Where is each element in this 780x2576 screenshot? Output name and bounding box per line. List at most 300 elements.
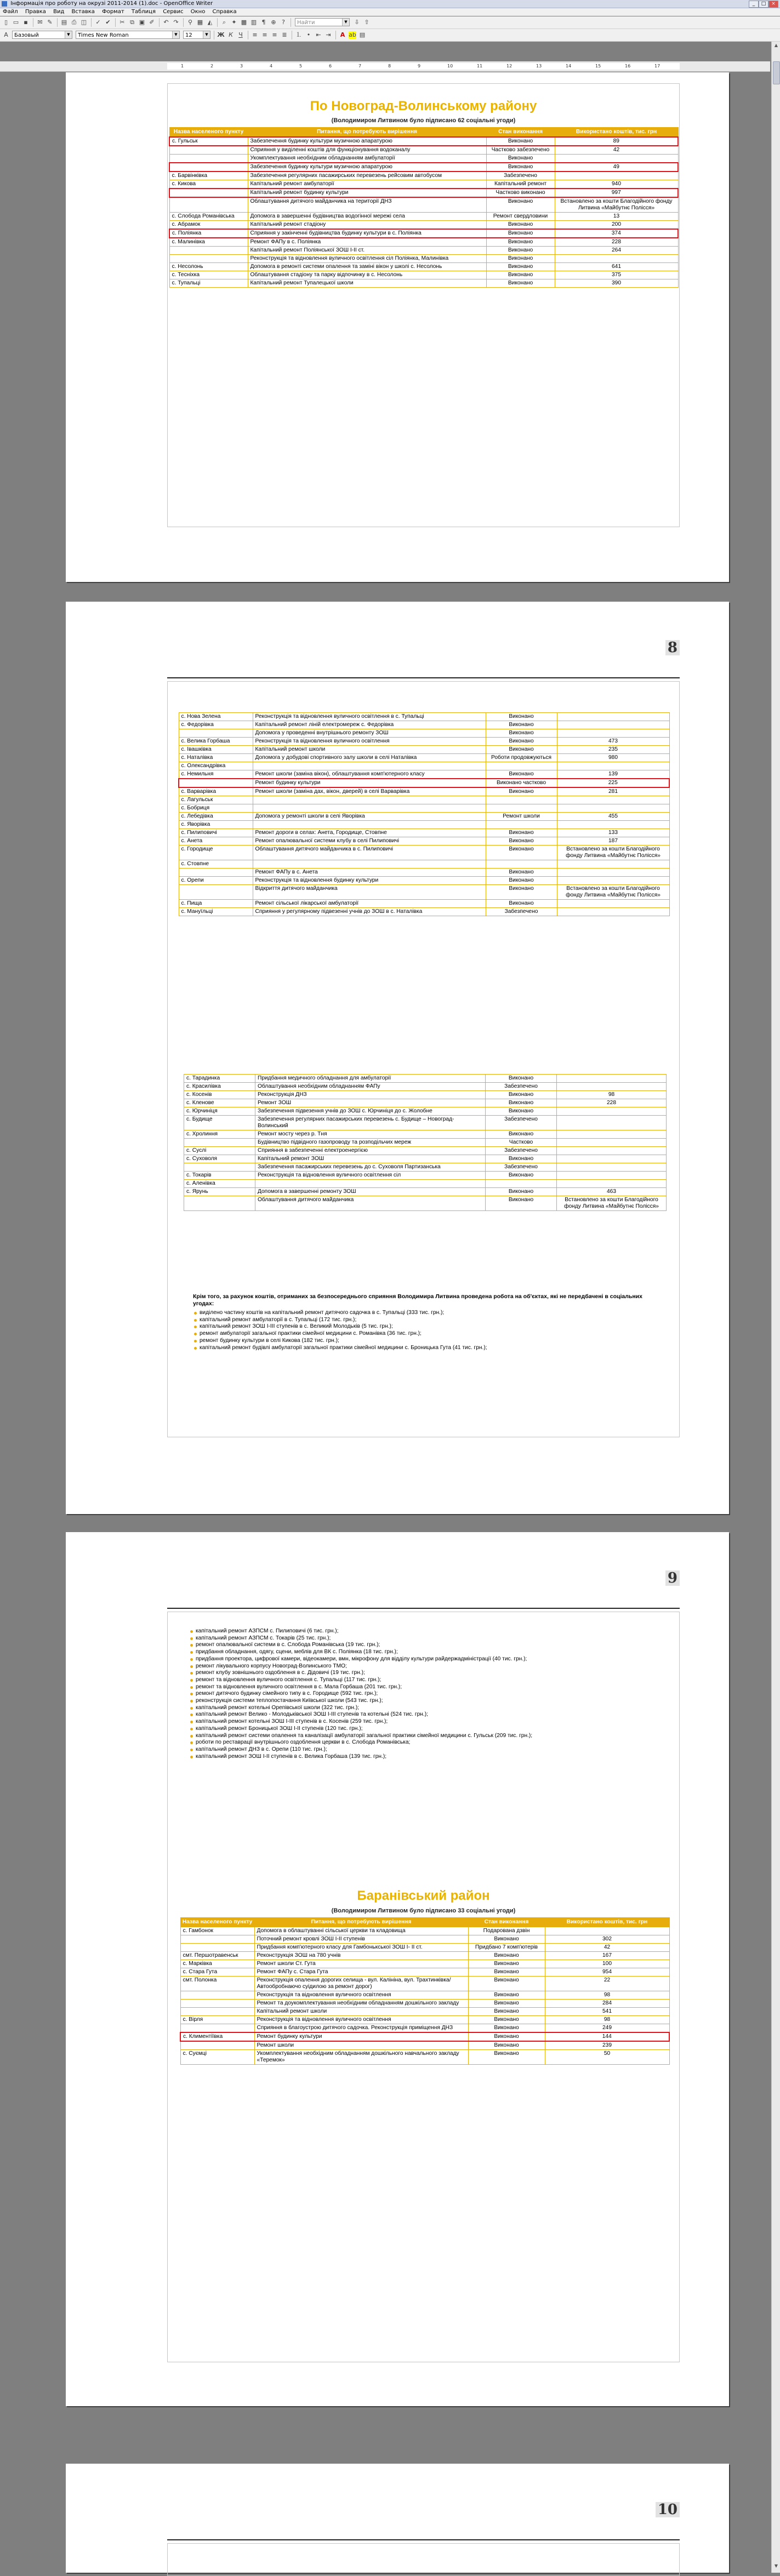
table-row [180,2016,669,2024]
status-cell: Забезпечено [486,1083,557,1091]
issue-cell: Ремонт школи [254,2041,468,2050]
status-cell [486,821,557,829]
numbering-icon[interactable]: ⒈ [295,31,302,38]
table-row [179,779,669,787]
place-cell: с. Лагульськ [179,796,253,804]
issue-cell: Забезпечення регулярних пасажирських перевезень рейсовим автобусом [248,172,486,180]
autospell-icon[interactable]: ✔ [105,19,111,26]
search-input[interactable]: Найти ▼ [295,18,350,26]
sum-cell [557,804,669,813]
status-cell: Виконано [486,829,557,837]
issue-cell: Допомога в ремонті системи опалення та заміні вікон у школі с. Несолонь [248,263,486,271]
table-icon[interactable]: ▦ [197,19,203,26]
place-cell: с. Барвінківка [169,172,248,180]
place-cell: с. Будище [184,1116,255,1130]
column-header: Використано коштів, тис. грн [555,128,678,138]
issue-cell: Ремонт школи (заміна дах, вікон, дверей) в селі Варварівка [253,787,486,796]
status-cell: Виконано [468,2032,545,2041]
redo-icon[interactable]: ↷ [173,19,179,26]
menu-window[interactable]: Окно [190,9,206,15]
sum-cell: 133 [557,829,669,837]
issue-cell: Облаштування дитячого майданчика на території ДНЗ [248,197,486,213]
sum-cell: 980 [557,754,669,762]
table-row [179,829,669,837]
save-icon[interactable]: ▪ [24,19,28,26]
status-cell: Виконано [486,247,555,255]
list-item: капітальний ремонт Велико - Молодьківської ЗОШ І-ІІІ ступенів та котельні (524 тис. грн.); [189,1711,671,1718]
issue-cell: Облаштування необхідним обладнанням ФАПу [255,1083,486,1091]
vertical-scrollbar[interactable] [771,42,780,2573]
document-page [66,602,729,1514]
ruler-number: 11 [477,64,483,68]
zoom-icon[interactable]: ⊕ [271,19,276,26]
decrease-indent-icon[interactable]: ⇤ [316,31,321,38]
place-cell: с. Аленівка [184,1180,255,1188]
sum-cell [557,1075,667,1083]
column-header: Назва населеного пункту [180,1918,254,1927]
status-cell: Виконано [486,1091,557,1099]
email-icon[interactable]: ✉ [37,19,43,26]
sum-cell: 390 [555,279,678,288]
issue-cell: Капітальний ремонт будинку культури [248,189,486,197]
place-cell: с. Івашківка [179,746,253,754]
table-row [169,180,678,189]
status-cell: Виконано [486,238,555,247]
status-cell: Виконано [486,1075,557,1083]
issue-cell: Забезпечення будинку культури музичною апаратурою [248,137,486,146]
scroll-up-icon[interactable]: ▲ [774,43,778,48]
issue-cell: Реконструкція та відновлення будинку культури [253,877,486,885]
sum-cell [557,1116,667,1130]
issue-cell: Ремонт ФАПу с. Стара Гута [254,1968,468,1977]
table-row [179,729,669,738]
print-icon[interactable]: ⎙ [71,19,77,26]
list-item: ремонт дитячого будинку сімейного типу в с. Городище (592 тис. грн.); [189,1690,671,1698]
paragraph-style-value: Базовый [14,32,39,38]
format-paint-icon[interactable]: ✐ [149,19,155,26]
status-cell: Виконано [486,1196,557,1211]
place-cell: с. Марківка [180,1960,254,1968]
list-item: ремонт будинку культури в селі Кикова (182 тис. грн.); [193,1338,664,1345]
sum-cell [557,1163,667,1172]
issue-cell: Придбання комп'ютерного класу для Гамбонькської ЗОШ І- ІІ ст. [254,1944,468,1952]
pdf-icon[interactable]: ▤ [61,19,67,26]
sum-cell: 167 [545,1952,669,1960]
underline-icon[interactable]: Ч [238,31,243,38]
status-cell: Виконано [486,721,557,729]
issue-cell: Сприяння в благоустрою дитячого садочка. Реконструкція приміщення ДНЗ [254,2024,468,2033]
gallery-icon[interactable]: ▩ [241,19,247,26]
list-item: придбання проектора, цифрової камери, відеокамери, вмн, мікрофону для відділу культури райдержадміністрації (40 тис. грн.); [189,1656,671,1663]
menu-bar [0,8,780,16]
district-title: По Новоград-Волинському району [310,99,537,113]
table-row [184,1172,667,1180]
issue-cell [253,796,486,804]
place-cell [184,1139,255,1147]
sum-cell: 463 [557,1188,667,1196]
list-item: капітальний ремонт системи опалення та каналізації амбулаторії загальної практики сімейної медицини с. Гульськ (209 тис. грн.); [189,1733,671,1740]
header-line [167,2539,680,2540]
column-header: Питання, що потребують вирішення [248,128,486,138]
formatting-toolbar [0,29,780,42]
status-cell: Виконано [486,155,555,163]
list-item: виділено частину коштів на капітальний ремонт дитячого садочка в с. Тупальці (333 тис. грн.); [193,1310,664,1317]
increase-indent-icon[interactable]: ⇥ [326,31,331,38]
status-cell: Виконано [486,787,557,796]
table-row [180,2024,669,2033]
issue-cell: Поточний ремонт кровлі ЗОШ І-ІІ ступенів [254,1935,468,1944]
search-placeholder: Найти [297,20,315,26]
place-cell: смт. Першотравенськ [180,1952,254,1960]
issue-cell: Капітальний ремонт школи [254,2008,468,2016]
issue-cell: Ремонт школи (заміна вікон), облаштування комп'ютерного класу [253,770,486,779]
table-row [179,846,669,860]
ruler-number: 9 [418,64,421,68]
table-row [179,877,669,885]
show-draw-icon[interactable]: ◭ [207,19,213,26]
sum-cell: 284 [545,2000,669,2008]
navigator-icon[interactable]: ✦ [231,19,237,26]
sum-cell [557,713,669,721]
ruler-number: 15 [595,64,601,68]
table-row [180,1944,669,1952]
table-row [184,1180,667,1188]
status-cell: Виконано [486,738,557,746]
styles-icon[interactable]: A [4,31,8,38]
table-row [169,279,678,288]
sum-cell [557,860,669,869]
place-cell: с. Бобриця [179,804,253,813]
table-row [179,837,669,846]
bold-icon[interactable]: Ж [217,31,225,38]
table-row [179,721,669,729]
spellcheck-icon[interactable]: ✓ [95,19,101,26]
sum-cell: 49 [555,163,678,172]
issue-cell: Допомога у добудові спортивного залу школи в селі Наталівка [253,754,486,762]
table-row [180,2000,669,2008]
issue-cell: Реконструкція та відновлення вуличного освітлення сіл Поліянка, Малинівка [248,255,486,263]
place-cell: с. Малинівка [169,238,248,247]
find-down-icon[interactable]: ⇩ [354,19,360,26]
issue-cell: Ремонт будинку культури [254,2032,468,2041]
sum-cell [557,721,669,729]
issue-cell: Ремонт та доукомплектування необхідним обладнанням дошкільного закладу [254,2000,468,2008]
status-cell: Виконано [486,770,557,779]
place-cell: с. Несолонь [169,263,248,271]
list-item: придбання обладнання, одягу, сцени, меблів для ВК с. Поліянка (18 тис. грн.); [189,1649,671,1656]
menu-help[interactable]: Справка [212,9,237,15]
list-item: роботи по реставрації внутрішнього оздоблення церкви в с. Слобода Романівська; [189,1739,671,1746]
issue-cell: Облаштування дитячого майданчика [255,1196,486,1211]
issue-cell: Капітальний ремонт Тупалецької школи [248,279,486,288]
issue-cell: Ремонт школи Ст. Гута [254,1960,468,1968]
place-cell: с. Вірля [180,2016,254,2024]
status-cell: Ремонт свердловини [486,213,555,221]
status-cell: Виконано [486,137,555,146]
ruler-number: 10 [447,64,453,68]
place-cell: смт. Полонка [180,1977,254,1991]
status-cell: Забезпечено [486,1163,557,1172]
find-replace-icon[interactable]: ⌕ [222,19,226,26]
issue-cell: Забезпечення регулярних пасажирських перевезень с. Будище – Новоград-Волинський [255,1116,486,1130]
place-cell [169,189,248,197]
table-row [180,2050,669,2065]
issue-cell: Допомога у ремонті школи в селі Яворівка [253,813,486,821]
preview-icon[interactable]: ◫ [81,19,87,26]
status-cell: Капітальний ремонт [486,180,555,189]
place-cell: с. Анета [179,837,253,846]
issue-cell: Допомога у проведенні внутрішнього ремонту ЗОШ [253,729,486,738]
list-item: капітальний ремонт ЗОШ І-ІІІ ступенів в с. Великий Молодьків (5 тис. грн.); [193,1323,664,1330]
status-cell: Виконано [486,885,557,900]
list-item: капітальний ремонт котельні ЗОШ І-ІІІ ступенів в с. Косенів (259 тис. грн.); [189,1718,671,1726]
menu-table[interactable]: Таблиця [131,9,156,15]
table-row [184,1107,667,1116]
table-row [180,1968,669,1977]
place-cell [180,2000,254,2008]
menu-insert[interactable]: Вставка [71,9,95,15]
minimize-icon[interactable]: _ [749,1,759,8]
status-cell: Забезпечено [486,908,557,916]
scroll-down-icon[interactable]: ▼ [774,2563,778,2568]
issue-cell: Забезпечення підвезення учнів до ЗОШ с. Юрчиніця до с. Жолобне [255,1107,486,1116]
italic-icon[interactable]: К [229,31,233,38]
issue-cell: Ремонт дороги в селах: Анета, Городище, Стовпне [253,829,486,837]
table-row [179,908,669,916]
place-cell: с. Косенів [184,1091,255,1099]
sum-cell [557,908,669,916]
status-cell: Виконано [486,197,555,213]
district-subtitle: (Володимиром Литвином було підписано 62 соціальні угоди) [331,117,516,124]
place-cell [179,869,253,877]
font-size-select[interactable]: 12 ▼ [183,31,210,39]
status-cell: Частково забезпечено [486,146,555,155]
sum-cell: Встановлено за кошти Благодійного фонду Литвина «Майбутнє Полісся» [557,846,669,860]
status-cell: Виконано [486,271,555,279]
sum-cell: 13 [555,213,678,221]
status-cell: Виконано [468,1968,545,1977]
sum-cell: 235 [557,746,669,754]
ruler-number: 6 [329,64,332,68]
menu-format[interactable]: Формат [102,9,124,15]
issue-cell [255,1180,486,1188]
place-cell: с. Стовпне [179,860,253,869]
sum-cell [557,1139,667,1147]
place-cell: с. Климентіївка [180,2032,254,2041]
place-cell: с. Поліянка [169,229,248,238]
copy-icon[interactable]: ⧉ [130,19,134,26]
sum-cell [555,172,678,180]
issue-cell [253,860,486,869]
cut-icon[interactable]: ✂ [119,19,125,26]
list-item: ремонт та відновлення вуличного освітлення с. Тупальці (117 тис. грн.); [189,1677,671,1684]
issue-cell: Реконструкція ЗОШ на 780 учнів [254,1952,468,1960]
ruler-number: 17 [654,64,661,68]
header-line [167,1608,680,1609]
table-row [179,746,669,754]
sum-cell [557,1180,667,1188]
projects-table [169,127,679,288]
app-icon [2,1,7,7]
sum-cell [557,1172,667,1180]
list-item: капітальний ремонт котельні Орепівської школи (322 тис. грн.); [189,1705,671,1712]
place-cell [179,729,253,738]
sum-cell [555,155,678,163]
text-boundary [167,2543,680,2576]
issue-cell: Будівництво підвідного газопроводу та розподільчих мереж [255,1139,486,1147]
font-color-icon[interactable]: A [340,31,345,38]
list-item: ремонт амбулаторії загальної практики сімейної медицини с. Романівка (36 тис. грн.); [193,1330,664,1338]
status-cell: Виконано [486,1107,557,1116]
issue-cell: Ремонт сільської лікарської амбулаторії [253,900,486,908]
place-cell: с. Кикова [169,180,248,189]
table-row [179,813,669,821]
table-row [169,238,678,247]
table-row [180,2041,669,2050]
align-center-icon[interactable]: ≡ [262,31,267,38]
sum-cell: 302 [545,1935,669,1944]
highlight-icon[interactable]: ab [349,31,356,38]
table-row [184,1188,667,1196]
hyperlink-icon[interactable]: ⚲ [187,19,193,26]
issue-cell: Забезпечення пасажирських перевезень до с. Суховоля Партизанська [255,1163,486,1172]
undo-icon[interactable]: ↶ [163,19,169,26]
sum-cell: 89 [555,137,678,146]
sum-cell: 375 [555,271,678,279]
scrollbar-thumb[interactable] [773,61,780,84]
status-cell [486,860,557,869]
place-cell: с. Суслі [184,1147,255,1155]
place-cell: с. Олександрівка [179,762,253,770]
ruler-number: 4 [270,64,273,68]
menu-file[interactable]: Файл [3,9,18,15]
place-cell: с. Слобода Романівська [169,213,248,221]
issue-cell: Забезпечення будинку культури музичною апаратурою [248,163,486,172]
sum-cell: Встановлено за кошти Благодійного фонду Литвина «Майбутнє Полісся» [555,197,678,213]
align-left-icon[interactable]: ≡ [252,31,258,38]
district-subtitle: (Володимиром Литвином було підписано 33 соціальні угоди) [331,1907,516,1914]
sum-cell [557,1147,667,1155]
bullet-list [189,1628,671,1760]
place-cell: с. Абрамок [169,221,248,230]
status-cell: Виконано [486,729,557,738]
issue-cell: Капітальний ремонт Поліянської ЗОШ І-ІІ ст. [248,247,486,255]
table-row [180,1935,669,1944]
edit-icon[interactable]: ✎ [47,19,53,26]
paragraph-style-select[interactable]: Базовый ▼ [12,31,72,39]
new-icon[interactable]: ▯ [4,19,8,26]
status-cell: Ремонт школи [486,813,557,821]
ruler-number: 8 [388,64,391,68]
status-cell: Забезпечено [486,172,555,180]
justify-icon[interactable]: ≣ [282,31,287,38]
help-icon[interactable]: ? [282,19,285,26]
place-cell [184,1163,255,1172]
place-cell: с. Суховоля [184,1155,255,1163]
place-cell [169,255,248,263]
place-cell [180,1944,254,1952]
sum-cell [557,900,669,908]
sum-cell [557,762,669,770]
table-row [179,713,669,721]
menu-tools[interactable]: Сервис [163,9,184,15]
issue-cell [253,804,486,813]
table-row [169,172,678,180]
maximize-icon[interactable]: □ [759,1,768,8]
issue-cell: Допомога в завершенні ремонту ЗОШ [255,1188,486,1196]
datasources-icon[interactable]: ▥ [250,19,257,26]
table-row [169,263,678,271]
issue-cell [253,821,486,829]
open-icon[interactable]: ▭ [13,19,19,26]
status-cell [486,804,557,813]
place-cell: с. Токарів [184,1172,255,1180]
issue-cell: Капітальний ремонт ЗОШ [255,1155,486,1163]
background-color-icon[interactable]: ▤ [359,31,366,38]
place-cell [179,779,253,787]
status-cell: Виконано [486,1155,557,1163]
sum-cell: 239 [545,2041,669,2050]
align-right-icon[interactable]: ≡ [272,31,277,38]
table-row [179,804,669,813]
place-cell: с. Немильня [179,770,253,779]
place-cell [169,155,248,163]
bullets-icon[interactable]: • [306,31,311,38]
sum-cell: 541 [545,2008,669,2016]
ruler-number: 12 [506,64,513,68]
projects-table [184,1074,667,1211]
document-page [66,1532,729,2406]
table-row [179,869,669,877]
issue-cell: Капітальний ремонт школи [253,746,486,754]
sum-cell: Встановлено за кошти Благодійного фонду Литвина «Майбутнє Полісся» [557,885,669,900]
issue-cell: Ремонт опалювальної системи клубу в селі Пилиповичі [253,837,486,846]
menu-edit[interactable]: Правка [25,9,46,15]
status-cell: Придбано 7 комп'ютерів [468,1944,545,1952]
nonprinting-icon[interactable]: ¶ [261,19,266,26]
find-up-icon[interactable]: ⇧ [364,19,369,26]
place-cell: с. Тарадинка [184,1075,255,1083]
table-row [169,155,678,163]
table-row [179,770,669,779]
status-cell: Виконано [468,2000,545,2008]
sum-cell [557,1130,667,1139]
font-name-select[interactable]: Times New Roman ▼ [76,31,180,39]
sum-cell [557,877,669,885]
table-row [184,1139,667,1147]
font-size-value: 12 [185,32,192,38]
sum-cell: 997 [555,189,678,197]
note-paragraph: Крім того, за рахунок коштів, отриманих за безпосереднього сприяння Володимира Литвина проведена робота на об'єктах, які не передбачені в соціальних угодах: [193,1293,642,1307]
table-row [179,796,669,804]
issue-cell: Ремонт ФАПу в с. Анета [253,869,486,877]
sum-cell: 954 [545,1968,669,1977]
ruler-number: 2 [210,64,214,68]
ruler-page-area [167,63,680,70]
menu-view[interactable]: Вид [53,9,65,15]
status-cell: Виконано [486,1130,557,1139]
horizontal-ruler[interactable] [0,61,770,72]
paste-icon[interactable]: ▣ [139,19,145,26]
place-cell: с. Хролиння [184,1130,255,1139]
table-row [179,754,669,762]
close-icon[interactable]: × [768,1,778,8]
table-row [180,2032,669,2041]
sum-cell: 940 [555,180,678,189]
status-cell: Виконано [468,2008,545,2016]
place-cell: с. Ярунь [184,1188,255,1196]
sum-cell: 264 [555,247,678,255]
